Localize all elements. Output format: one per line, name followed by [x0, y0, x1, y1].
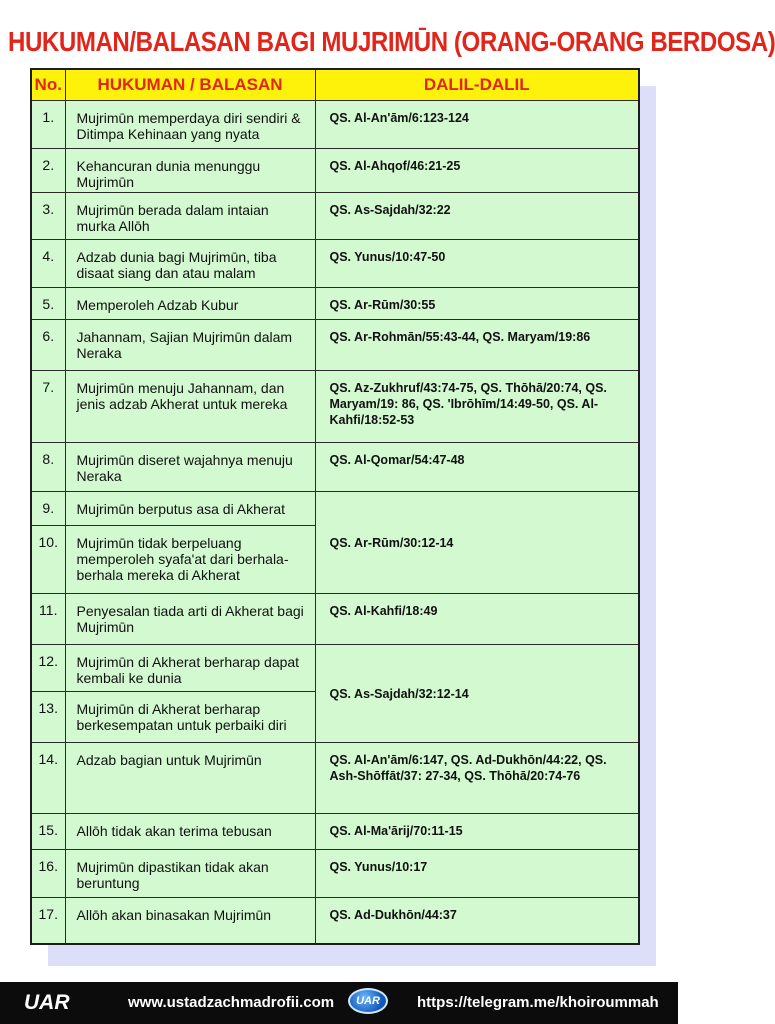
row-number: 17. [31, 898, 65, 944]
row-evidence: QS. Al-Qomar/54:47-48 [315, 443, 639, 492]
row-number: 2. [31, 149, 65, 193]
row-number: 9. [31, 492, 65, 526]
row-evidence: QS. Ar-Rūm/30:55 [315, 288, 639, 320]
row-number: 4. [31, 240, 65, 288]
row-punishment: Penyesalan tiada arti di Akherat bagi Mujrimūn [65, 594, 315, 645]
row-number: 6. [31, 320, 65, 371]
row-evidence: QS. Yunus/10:47-50 [315, 240, 639, 288]
row-punishment: Kehancuran dunia menunggu Mujrimūn [65, 149, 315, 193]
row-evidence: QS. Ar-Rohmān/55:43-44, QS. Maryam/19:86 [315, 320, 639, 371]
row-evidence: QS. As-Sajdah/32:22 [315, 193, 639, 240]
row-number: 7. [31, 371, 65, 443]
row-punishment: Mujrimūn menuju Jahannam, dan jenis adzab Akherat untuk mereka [65, 371, 315, 443]
row-punishment: Mujrimūn memperdaya diri sendiri & Ditimpa Kehinaan yang nyata [65, 101, 315, 149]
row-number: 8. [31, 443, 65, 492]
table-row [31, 193, 639, 240]
row-evidence: QS. Ad-Dukhōn/44:37 [315, 898, 639, 944]
table-row [31, 898, 639, 944]
table-row [31, 240, 639, 288]
row-number: 10. [31, 526, 65, 594]
header-punishment: HUKUMAN / BALASAN [65, 69, 315, 101]
row-punishment: Mujrimūn diseret wajahnya menuju Neraka [65, 443, 315, 492]
row-evidence: QS. Al-An'ām/6:123-124 [315, 101, 639, 149]
row-punishment: Mujrimūn dipastikan tidak akan beruntung [65, 850, 315, 898]
row-punishment: Mujrimūn di Akherat berharap berkesempatan untuk perbaiki diri [65, 692, 315, 743]
table-row [31, 645, 639, 692]
row-punishment: Memperoleh Adzab Kubur [65, 288, 315, 320]
table-row [31, 149, 639, 193]
website-link[interactable]: www.ustadzachmadrofii.com [128, 994, 335, 1011]
table-row [31, 371, 639, 443]
row-number: 14. [31, 743, 65, 814]
row-punishment: Adzab dunia bagi Mujrimūn, tiba disaat siang dan atau malam [65, 240, 315, 288]
row-evidence: QS. As-Sajdah/32:12-14 [315, 645, 639, 743]
row-number: 13. [31, 692, 65, 743]
row-evidence: QS. Al-Kahfi/18:49 [315, 594, 639, 645]
row-punishment: Adzab bagian untuk Mujrimūn [65, 743, 315, 814]
row-number: 11. [31, 594, 65, 645]
row-evidence: QS. Yunus/10:17 [315, 850, 639, 898]
row-number: 12. [31, 645, 65, 692]
telegram-link[interactable]: https://telegram.me/khoiroummah [417, 994, 659, 1011]
row-evidence: QS. Az-Zukhruf/43:74-75, QS. Thōhā/20:74, QS. Maryam/19: 86, QS. 'Ibrōhīm/14:49-50, QS. Al-Kahfi/18:52-53 [315, 371, 639, 443]
page-title: HUKUMAN/BALASAN BAGI MUJRIMŪN (ORANG-ORANG BERDOSA) [8, 26, 775, 57]
table-row [31, 320, 639, 371]
row-punishment: Allōh tidak akan terima tebusan [65, 814, 315, 850]
row-punishment: Jahannam, Sajian Mujrimūn dalam Neraka [65, 320, 315, 371]
row-number: 3. [31, 193, 65, 240]
table-row [31, 288, 639, 320]
row-evidence: QS. Al-Ma'ārij/70:11-15 [315, 814, 639, 850]
table-header-row [31, 69, 639, 101]
table-row [31, 492, 639, 526]
header-evidence: DALIL-DALIL [315, 69, 639, 101]
uar-badge-label: UAR [356, 995, 380, 1007]
footer-bar [0, 982, 678, 1024]
row-number: 5. [31, 288, 65, 320]
header-no: No. [31, 69, 65, 101]
row-evidence: QS. Al-An'ām/6:147, QS. Ad-Dukhōn/44:22, QS. Ash-Shōffāt/37: 27-34, QS. Thōhā/20:74-76 [315, 743, 639, 814]
row-punishment: Mujrimūn berada dalam intaian murka Allōh [65, 193, 315, 240]
table-row [31, 743, 639, 814]
row-punishment: Allōh akan binasakan Mujrimūn [65, 898, 315, 944]
row-number: 1. [31, 101, 65, 149]
row-number: 16. [31, 850, 65, 898]
uar-logo: UAR [24, 991, 70, 1014]
table-row [31, 850, 639, 898]
row-punishment: Mujrimūn berputus asa di Akherat [65, 492, 315, 526]
punishment-table [30, 68, 640, 945]
row-number: 15. [31, 814, 65, 850]
table-row [31, 101, 639, 149]
uar-badge-icon [348, 988, 388, 1014]
table-row [31, 443, 639, 492]
row-punishment: Mujrimūn di Akherat berharap dapat kembali ke dunia [65, 645, 315, 692]
row-evidence: QS. Al-Ahqof/46:21-25 [315, 149, 639, 193]
table-row [31, 594, 639, 645]
row-punishment: Mujrimūn tidak berpeluang memperoleh syafa'at dari berhala-berhala mereka di Akherat [65, 526, 315, 594]
table-row [31, 814, 639, 850]
row-evidence: QS. Ar-Rūm/30:12-14 [315, 492, 639, 594]
